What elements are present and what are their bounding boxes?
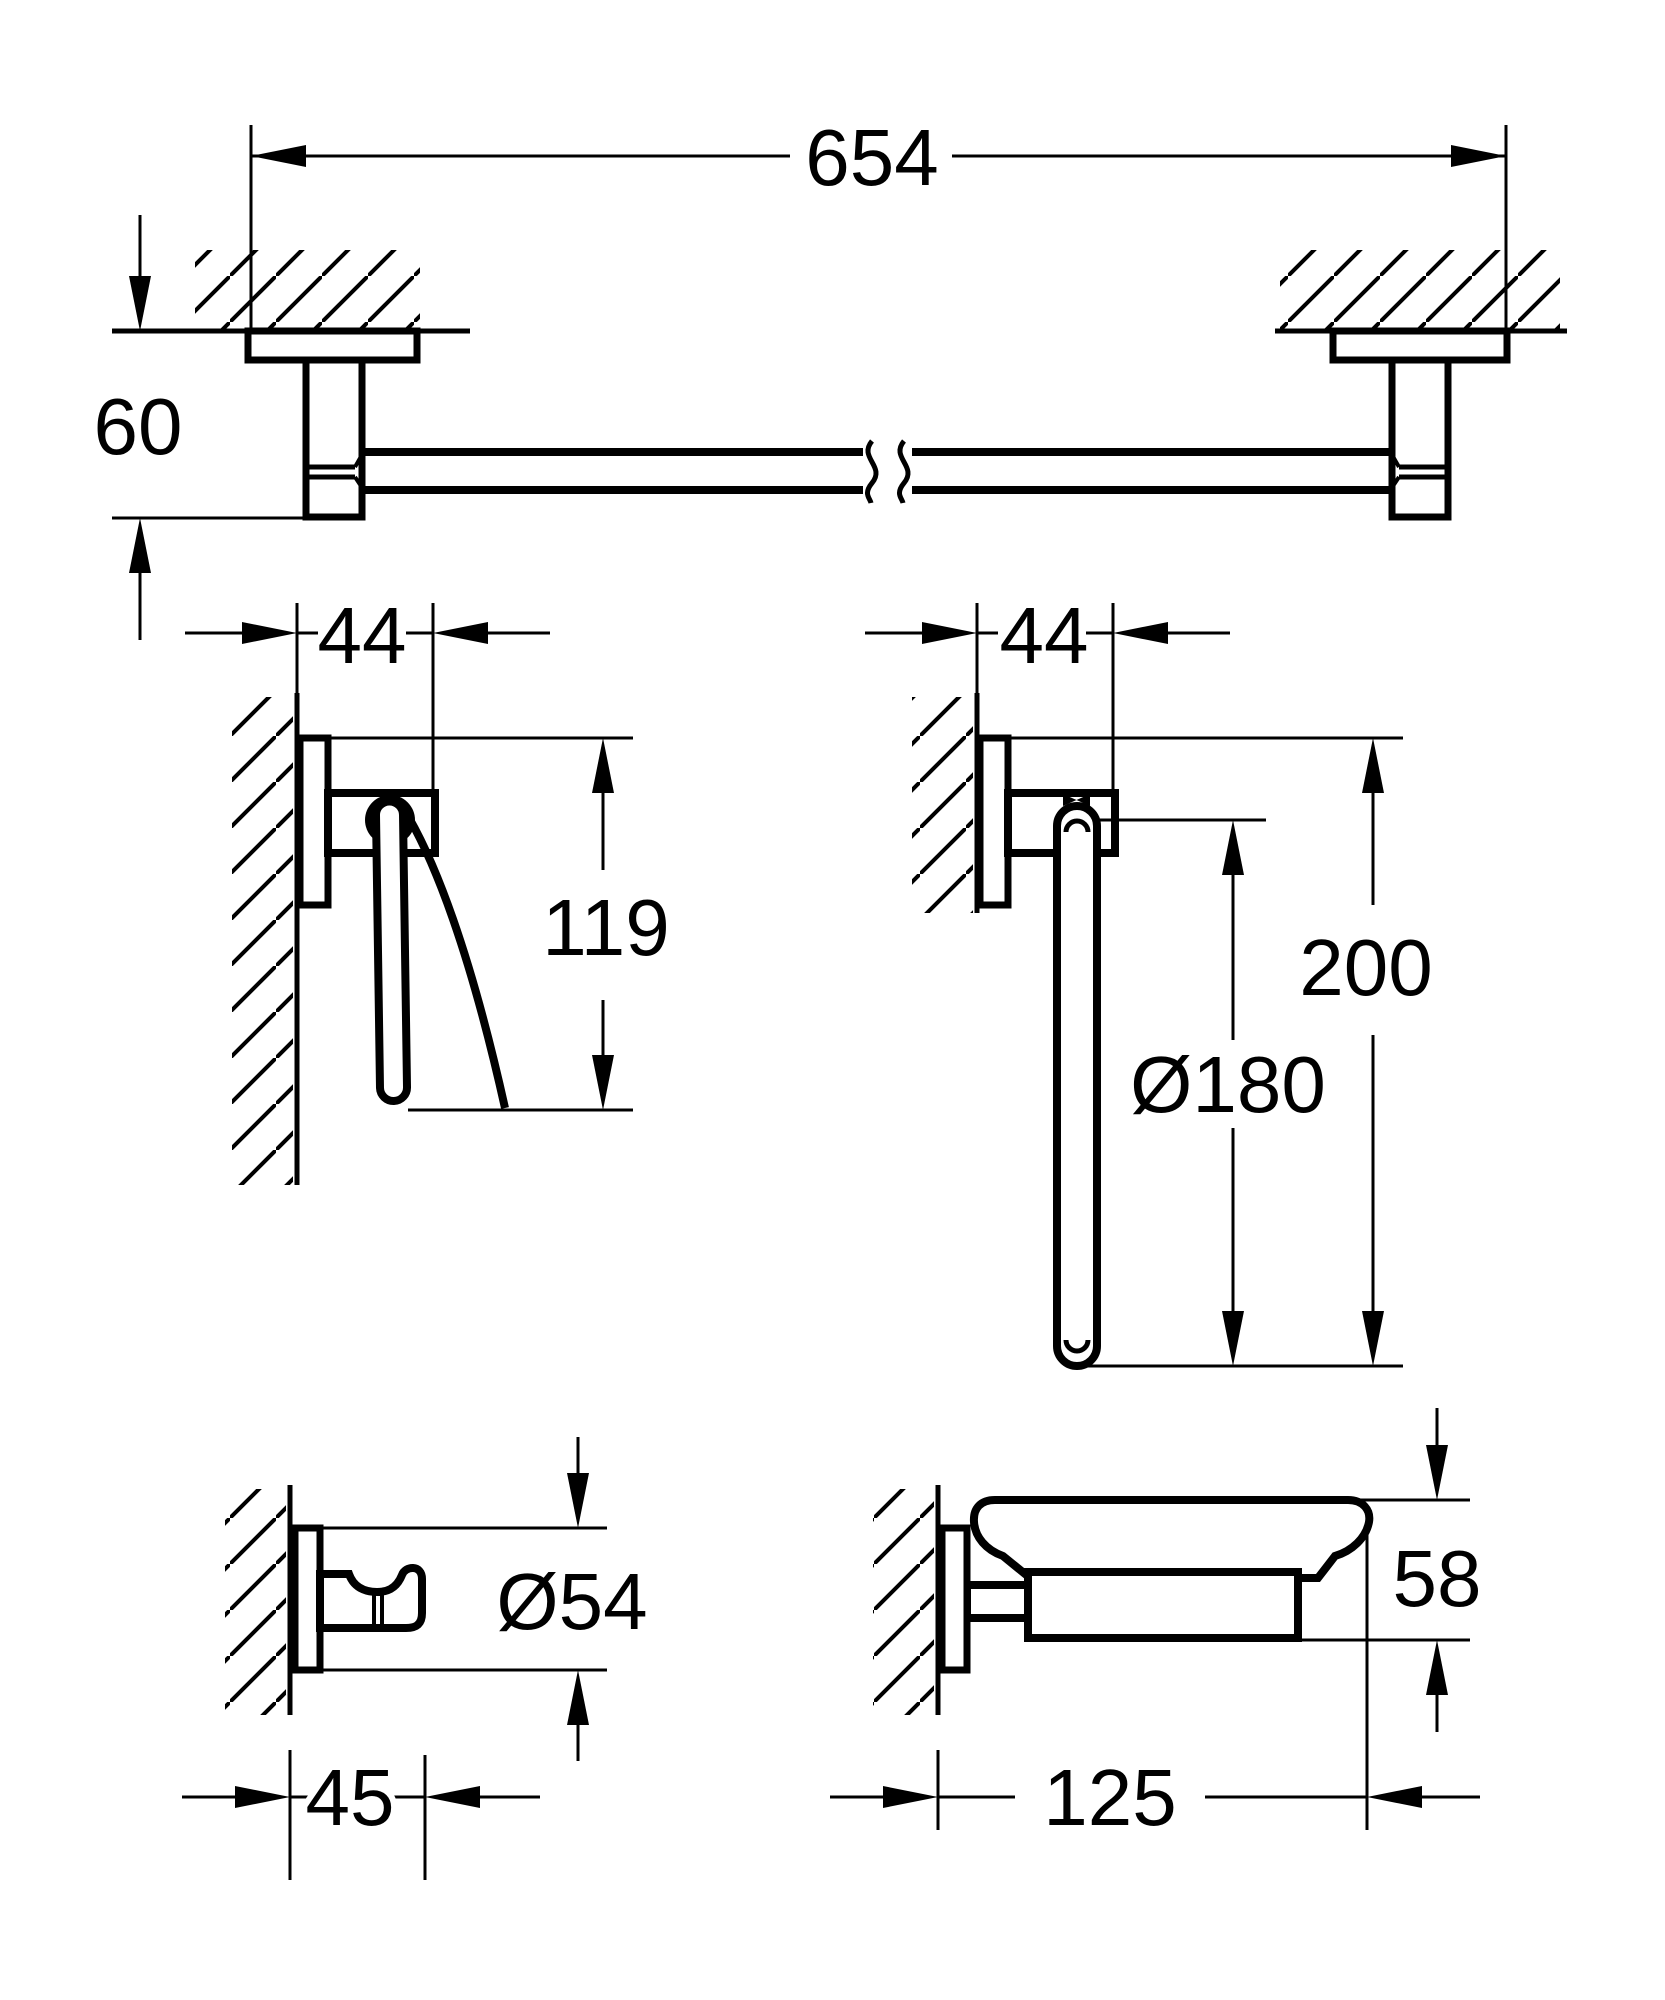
dimension-180 bbox=[1130, 820, 1326, 1366]
break-line-right bbox=[899, 441, 908, 503]
robe-hook-view bbox=[182, 1437, 648, 1880]
arrowhead-up bbox=[1426, 1640, 1448, 1695]
arrowhead-down bbox=[1222, 1311, 1244, 1366]
arrowhead-down bbox=[1362, 1311, 1384, 1366]
soap-dish-view bbox=[830, 1408, 1481, 1842]
arrowhead-left bbox=[251, 145, 306, 167]
arrowhead-down bbox=[567, 1473, 589, 1528]
arrowhead-right-point bbox=[242, 622, 297, 644]
dim-label-depth: 44 bbox=[317, 591, 407, 680]
hook-body bbox=[320, 1568, 422, 1628]
dim-label-depth: 44 bbox=[999, 591, 1089, 680]
wall-hatch bbox=[912, 697, 973, 913]
towel-bar-view bbox=[94, 113, 1567, 640]
flange bbox=[980, 738, 1008, 905]
ring-profile bbox=[1057, 806, 1097, 1366]
flange bbox=[300, 738, 328, 905]
dim-label-flange-diameter: Ø54 bbox=[496, 1557, 648, 1646]
right-post bbox=[1392, 360, 1448, 517]
bar bbox=[362, 441, 1392, 503]
flange bbox=[942, 1528, 967, 1670]
arrowhead-up bbox=[1362, 738, 1384, 793]
dim-label-bar-width: 654 bbox=[805, 113, 939, 202]
dimension-119 bbox=[542, 738, 670, 1110]
arrowhead-down bbox=[592, 1055, 614, 1110]
dish-holder-ring bbox=[1028, 1572, 1298, 1638]
wall-hatch bbox=[232, 697, 293, 1185]
arrowhead-up bbox=[592, 738, 614, 793]
wall-hatch-left bbox=[195, 250, 420, 329]
arrowhead-left-point bbox=[1367, 1786, 1422, 1808]
left-flange bbox=[248, 331, 417, 360]
holder-arm bbox=[967, 1585, 1028, 1618]
arrowhead-right-point bbox=[235, 1786, 290, 1808]
right-flange bbox=[1333, 331, 1507, 360]
arrowhead-up bbox=[567, 1670, 589, 1725]
toilet-paper-holder-view bbox=[185, 591, 670, 1185]
arrowhead-up bbox=[129, 518, 151, 573]
roll-holder-strap bbox=[376, 802, 407, 1101]
dim-label-height: 200 bbox=[1299, 923, 1433, 1012]
arrowhead-right-point bbox=[922, 622, 977, 644]
arrowhead-up bbox=[1222, 820, 1244, 875]
arrowhead-down bbox=[129, 276, 151, 331]
dim-label-depth: 45 bbox=[305, 1753, 395, 1842]
dim-label-ring-diameter: Ø180 bbox=[1130, 1040, 1326, 1129]
dimension-45 bbox=[182, 1750, 540, 1880]
dim-label-height: 58 bbox=[1392, 1534, 1482, 1623]
dim-label-height: 119 bbox=[542, 883, 670, 972]
arrowhead-left-point bbox=[433, 622, 488, 644]
towel-ring-view bbox=[865, 591, 1433, 1366]
soap-dish bbox=[974, 1500, 1369, 1578]
arrowhead-right-point bbox=[883, 1786, 938, 1808]
wall-hatch bbox=[225, 1489, 286, 1715]
arrowhead-left-point bbox=[425, 1786, 480, 1808]
arrowhead-left-point bbox=[1113, 622, 1168, 644]
break-line-left bbox=[867, 441, 876, 503]
arrowhead-down bbox=[1426, 1445, 1448, 1500]
wall-hatch-right bbox=[1280, 250, 1560, 329]
wall-hatch bbox=[873, 1489, 934, 1715]
arrowhead-right bbox=[1451, 145, 1506, 167]
dim-label-depth: 125 bbox=[1043, 1753, 1177, 1842]
dim-label-bar-offset: 60 bbox=[93, 382, 183, 471]
left-post bbox=[306, 360, 362, 517]
